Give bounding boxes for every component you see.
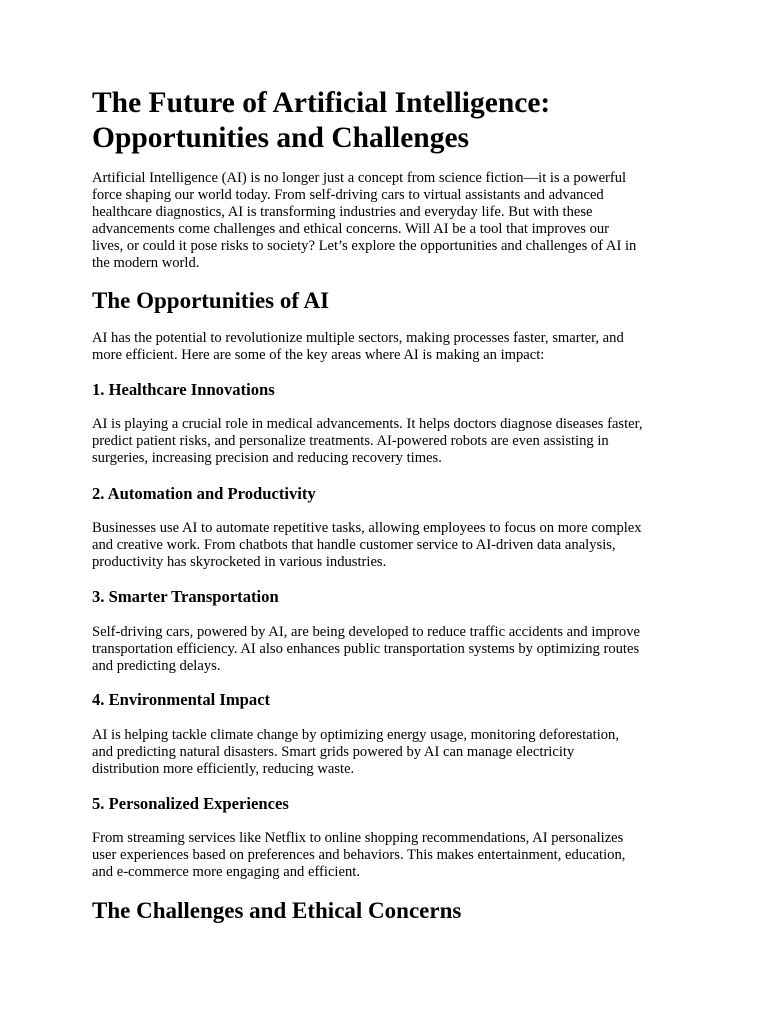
text-line: user experiences based on preferences and behaviors. This makes entertainment, education, — [92, 847, 626, 863]
text-line: force shaping our world today. From self-driving cars to virtual assistants and advanced — [92, 187, 604, 203]
text-line: productivity has skyrocketed in various industries. — [92, 554, 387, 570]
challenges-heading: The Challenges and Ethical Concerns — [92, 898, 462, 923]
section-paragraph-automation — [92, 520, 692, 571]
text-line: the modern world. — [92, 255, 200, 271]
document-title — [92, 86, 692, 156]
text-line: healthcare diagnostics, AI is transforming industries and everyday life. But with these — [92, 204, 593, 220]
intro-paragraph — [92, 170, 692, 272]
text-line: and creative work. From chatbots that handle customer service to AI-driven data analysis, — [92, 537, 616, 553]
text-line: AI is helping tackle climate change by optimizing energy usage, monitoring deforestation, — [92, 727, 619, 743]
section-heading-environmental: 4. Environmental Impact — [92, 690, 271, 709]
section-heading-personalized: 5. Personalized Experiences — [92, 794, 289, 813]
text-line: Businesses use AI to automate repetitive tasks, allowing employees to focus on more complex — [92, 520, 642, 536]
section-heading-transportation: 3. Smarter Transportation — [92, 587, 279, 606]
text-line: predict patient risks, and personalize treatments. AI-powered robots are even assisting in — [92, 433, 609, 449]
text-line: transportation efficiency. AI also enhances public transportation systems by optimizing routes — [92, 641, 640, 657]
text-line: From streaming services like Netflix to online shopping recommendations, AI personalizes — [92, 830, 624, 846]
text-line: and predicting natural disasters. Smart grids powered by AI can manage electricity — [92, 744, 575, 760]
text-line: surgeries, increasing precision and reducing recovery times. — [92, 450, 442, 466]
text-line: distribution more efficiently, reducing waste. — [92, 761, 355, 777]
section-heading-healthcare: 1. Healthcare Innovations — [92, 380, 275, 399]
title-line: The Future of Artificial Intelligence: — [92, 87, 551, 119]
text-line: Self-driving cars, powered by AI, are being developed to reduce traffic accidents and improve — [92, 624, 640, 640]
text-line: Artificial Intelligence (AI) is no longer just a concept from science fiction—it is a powerful — [92, 170, 627, 186]
title-line: Opportunities and Challenges — [92, 122, 470, 154]
section-paragraph-personalized — [92, 830, 692, 881]
text-line: more efficient. Here are some of the key areas where AI is making an impact: — [92, 347, 545, 363]
opportunities-heading: The Opportunities of AI — [92, 288, 330, 313]
text-line: advancements come challenges and ethical concerns. Will AI be a tool that improves our — [92, 221, 610, 237]
text-line: lives, or could it pose risks to society? Let’s explore the opportunities and challenges of AI in — [92, 238, 637, 254]
section-paragraph-transportation — [92, 624, 692, 675]
text-line: and predicting delays. — [92, 658, 221, 674]
text-line: AI is playing a crucial role in medical advancements. It helps doctors diagnose diseases faster, — [92, 416, 643, 432]
text-line: and e-commerce more engaging and efficient. — [92, 864, 360, 880]
section-paragraph-healthcare — [92, 416, 692, 467]
section-paragraph-environmental — [92, 727, 692, 778]
text-line: AI has the potential to revolutionize multiple sectors, making processes faster, smarter, and — [92, 330, 624, 346]
section-heading-automation: 2. Automation and Productivity — [92, 484, 316, 503]
opportunities-intro-paragraph — [92, 330, 692, 364]
